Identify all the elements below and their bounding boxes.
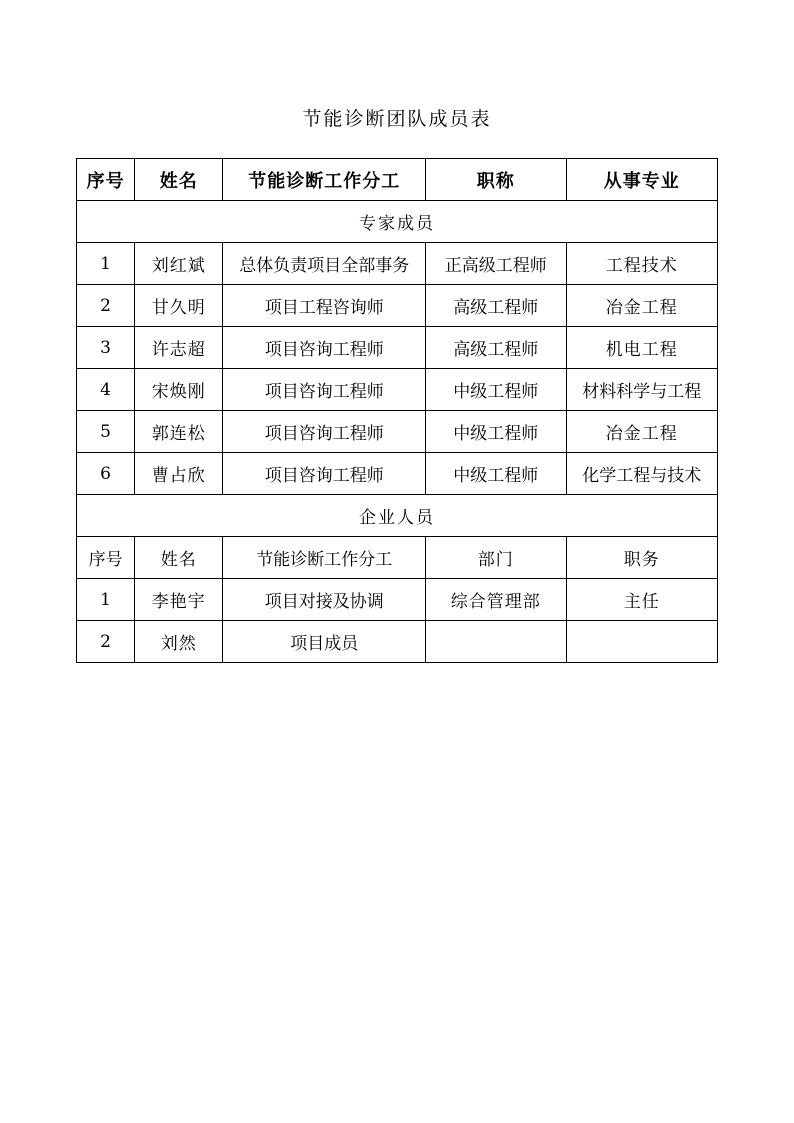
cell-name: 郭连松 [135,411,223,453]
enterprise-header-name: 姓名 [135,537,223,579]
table-row [77,243,718,285]
team-members-table [76,158,718,663]
cell-title: 中级工程师 [426,369,566,411]
cell-name: 刘然 [135,621,223,663]
header-name: 姓名 [135,159,223,201]
section-row-experts [77,201,718,243]
cell-index: 1 [77,579,135,621]
enterprise-header-position: 职务 [566,537,718,579]
header-role: 节能诊断工作分工 [223,159,426,201]
cell-title: 高级工程师 [426,285,566,327]
cell-name: 曹占欣 [135,453,223,495]
header-index: 序号 [77,159,135,201]
enterprise-header-row [77,537,718,579]
cell-index: 6 [77,453,135,495]
cell-index: 2 [77,621,135,663]
section-label-experts: 专家成员 [77,201,718,243]
cell-role: 项目工程咨询师 [223,285,426,327]
table-row [77,579,718,621]
cell-index: 1 [77,243,135,285]
cell-specialty: 工程技术 [566,243,718,285]
table-row [77,285,718,327]
table-header-row [77,159,718,201]
cell-position [566,621,718,663]
header-specialty: 从事专业 [566,159,718,201]
cell-role: 项目咨询工程师 [223,327,426,369]
cell-role: 项目咨询工程师 [223,411,426,453]
table-row [77,621,718,663]
cell-index: 3 [77,327,135,369]
table-row [77,369,718,411]
cell-index: 2 [77,285,135,327]
enterprise-header-index: 序号 [77,537,135,579]
enterprise-header-department: 部门 [426,537,566,579]
section-label-enterprise: 企业人员 [77,495,718,537]
cell-name: 刘红斌 [135,243,223,285]
cell-specialty: 冶金工程 [566,411,718,453]
cell-index: 5 [77,411,135,453]
cell-specialty: 冶金工程 [566,285,718,327]
enterprise-header-role: 节能诊断工作分工 [223,537,426,579]
cell-role: 总体负责项目全部事务 [223,243,426,285]
table-row [77,327,718,369]
document-title: 节能诊断团队成员表 [302,108,492,130]
cell-name: 甘久明 [135,285,223,327]
cell-specialty: 材料科学与工程 [566,369,718,411]
cell-title: 正高级工程师 [426,243,566,285]
cell-title: 中级工程师 [426,411,566,453]
cell-title: 高级工程师 [426,327,566,369]
cell-role: 项目成员 [223,621,426,663]
cell-role: 项目对接及协调 [223,579,426,621]
cell-role: 项目咨询工程师 [223,369,426,411]
cell-position: 主任 [566,579,718,621]
table-row [77,453,718,495]
cell-title: 中级工程师 [426,453,566,495]
cell-name: 许志超 [135,327,223,369]
cell-specialty: 化学工程与技术 [566,453,718,495]
cell-specialty: 机电工程 [566,327,718,369]
cell-name: 宋焕刚 [135,369,223,411]
cell-index: 4 [77,369,135,411]
cell-name: 李艳宇 [135,579,223,621]
header-title: 职称 [426,159,566,201]
cell-role: 项目咨询工程师 [223,453,426,495]
cell-department: 综合管理部 [426,579,566,621]
section-row-enterprise [77,495,718,537]
cell-department [426,621,566,663]
table-row [77,411,718,453]
